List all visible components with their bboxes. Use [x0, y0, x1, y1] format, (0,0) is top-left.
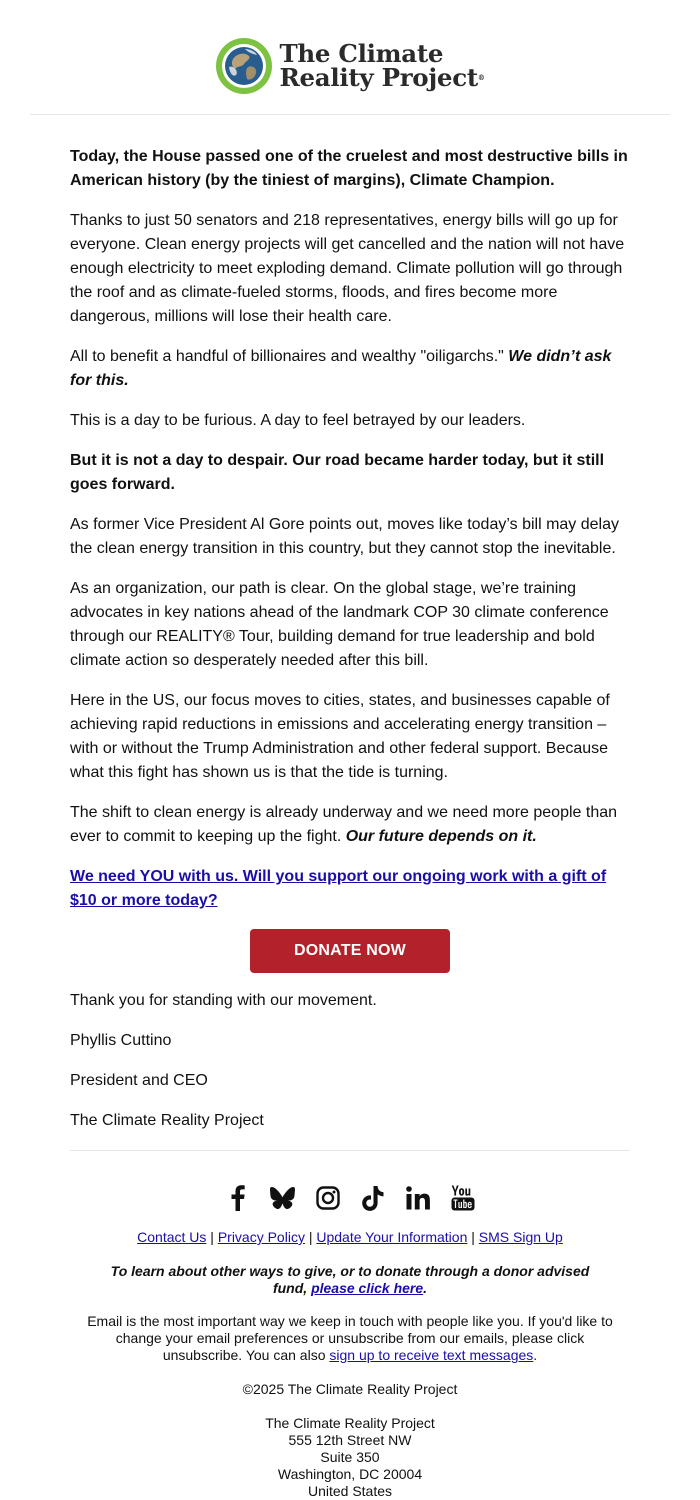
text-messages-signup-link[interactable]: sign up to receive text messages	[329, 1347, 534, 1363]
signature-title: President and CEO	[70, 1072, 208, 1089]
climate-reality-logo[interactable]	[215, 37, 484, 95]
privacy-policy-link[interactable]: Privacy Policy	[217, 1229, 305, 1245]
address-line: Suite 350	[320, 1449, 380, 1465]
billionaires-text: All to benefit a handful of billionaires and wealthy "oiligarchs."	[70, 348, 509, 365]
footer-divider	[70, 1150, 630, 1151]
tiktok-icon[interactable]	[350, 1181, 395, 1215]
link-separator: |	[308, 1229, 313, 1245]
paragraph-not-despair: But it is not a day to despair. Our road became harder today, but it still goes forward.	[70, 452, 605, 493]
email-body	[0, 145, 700, 1133]
address-line: The Climate Reality Project	[265, 1415, 435, 1431]
email-header	[30, 0, 670, 115]
paragraph-us-focus: Here in the US, our focus moves to cities, states, and businesses capable of achieving rapid reductions in emissions and accelerating energy transition – with or without the Trump Administration and other federal support. Because what this fight has shown us is that the tide is turning.	[70, 692, 610, 781]
future-emphasis: Our future depends on it.	[345, 828, 537, 845]
paragraph-furious: This is a day to be furious. A day to feel betrayed by our leaders.	[70, 412, 526, 429]
donor-advised-fund-link[interactable]: please click here	[311, 1280, 424, 1296]
other-ways-to-give	[100, 1263, 600, 1297]
didnt-ask-emphasis: We didn’t ask for this.	[70, 348, 612, 389]
logo-line-2: Reality Project	[279, 63, 478, 92]
globe-logo-icon	[215, 37, 273, 95]
address-line: Washington, DC 20004	[277, 1466, 423, 1482]
logo-line-1: The Climate	[279, 38, 444, 68]
email-footer	[0, 1229, 700, 1500]
intro-paragraph: Today, the House passed one of the cruelest and most destructive bills in American history (by the tiniest of margins), Climate Champion.	[70, 148, 628, 189]
support-gift-link[interactable]: We need YOU with us. Will you support our ongoing work with a gift of $10 or more today?	[70, 868, 607, 909]
donate-now-button[interactable]: DONATE NOW	[250, 929, 450, 973]
logo-wordmark	[279, 38, 485, 92]
facebook-icon[interactable]	[215, 1181, 260, 1215]
paragraph-shift	[70, 801, 630, 849]
email-preferences-note	[75, 1313, 625, 1364]
shift-text: The shift to clean energy is already underway and we need more people than ever to commit to keeping up the fight.	[70, 804, 618, 845]
footer-links	[0, 1229, 700, 1246]
social-links	[0, 1181, 700, 1215]
thanks-paragraph: Thank you for standing with our movement.	[70, 992, 377, 1009]
ways-end: .	[423, 1280, 428, 1296]
linkedin-icon[interactable]	[395, 1181, 440, 1215]
registered-mark: ®	[477, 73, 485, 82]
cta-paragraph	[70, 865, 630, 913]
bluesky-icon[interactable]	[260, 1181, 305, 1215]
update-information-link[interactable]: Update Your Information	[316, 1229, 468, 1245]
youtube-icon[interactable]	[440, 1181, 485, 1215]
signature-org: The Climate Reality Project	[70, 1112, 264, 1129]
email-note-text: Email is the most important way we keep in touch with people like you. If you'd like to change your email preferences or unsubscribe from our emails, please click unsubscribe. You can also	[87, 1313, 613, 1363]
mailing-address	[0, 1415, 700, 1500]
signature-name: Phyllis Cuttino	[70, 1032, 172, 1049]
email-note-end: .	[533, 1347, 538, 1363]
link-separator: |	[471, 1229, 475, 1245]
address-line: 555 12th Street NW	[288, 1432, 412, 1448]
paragraph-energy-bills: Thanks to just 50 senators and 218 representatives, energy bills will go up for everyone. Clean energy projects will get cancelled and the nation will not have enough electricity to meet exploding demand. Climate pollution will go through the roof and as climate-fueled storms, floods, and fires become more dangerous, millions will lose their health care.	[70, 212, 625, 325]
paragraph-billionaires	[70, 345, 630, 393]
sms-sign-up-link[interactable]: SMS Sign Up	[478, 1229, 563, 1245]
paragraph-al-gore: As former Vice President Al Gore points out, moves like today’s bill may delay the clean energy transition in this country, but they cannot stop the inevitable.	[70, 516, 619, 557]
link-separator: |	[210, 1229, 214, 1245]
ways-text: To learn about other ways to give, or to donate through a donor advised fund,	[110, 1263, 590, 1296]
donate-row	[70, 929, 630, 973]
address-line: United States	[307, 1483, 393, 1499]
paragraph-organization: As an organization, our path is clear. On the global stage, we’re training advocates in key nations ahead of the landmark COP 30 climate conference through our REALITY® Tour, building demand for true leadership and bold climate action so desperately needed after this bill.	[70, 580, 609, 669]
instagram-icon[interactable]	[305, 1181, 350, 1215]
contact-us-link[interactable]: Contact Us	[137, 1229, 207, 1245]
signature	[70, 1029, 630, 1133]
copyright: ©2025 The Climate Reality Project	[242, 1381, 458, 1397]
